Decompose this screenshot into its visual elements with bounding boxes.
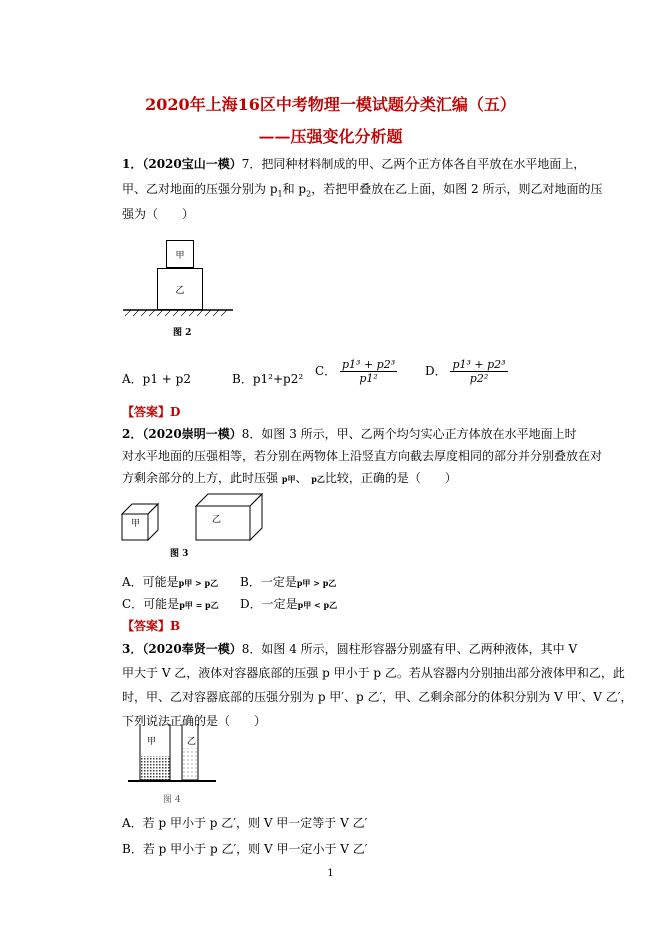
q1-option-a-text: p1 + p2 xyxy=(142,372,191,386)
q1-option-b-text: p1²+p2² xyxy=(252,372,304,386)
q1-sub2: 2 xyxy=(306,189,312,199)
q2-option-a-text: A．可能是 xyxy=(122,575,179,589)
q2-line1 xyxy=(122,425,577,442)
q3-tag: 3．（2020奉贤一模） xyxy=(122,642,242,656)
q1-option-d-fraction xyxy=(450,358,507,385)
document-subtitle: ——压强变化分析题 xyxy=(258,127,403,146)
q2-option-b-text: B．一定是 xyxy=(240,575,297,589)
fig4-liquid-yi xyxy=(182,748,198,780)
q1-option-d-denominator: p2² xyxy=(469,372,489,385)
q1-option-c-fraction xyxy=(340,358,397,385)
fig4-label-yi: 乙 xyxy=(187,737,197,747)
q2-option-b-relation: p甲 > p乙 xyxy=(296,578,337,588)
q1-option-d xyxy=(425,358,508,385)
q2-line2: 对水平地面的压强相等，若分别在两物体上沿竖直方向截去厚度相同的部分并分别叠放在对 xyxy=(122,449,603,463)
fig4-label-jia: 甲 xyxy=(147,737,157,747)
q3-option-a: A．若 p 甲小于 p 乙′，则 V 甲一定等于 V 乙′ xyxy=(122,816,368,830)
fig2-block-yi: 乙 xyxy=(157,268,203,310)
q2-tag: 2．（2020崇明一模） xyxy=(122,427,242,441)
q3-line4: 下列说法正确的是（ ） xyxy=(122,714,267,728)
page-number: 1 xyxy=(327,868,334,879)
q1-option-a xyxy=(122,370,191,387)
q1-text2c: 和 p xyxy=(282,182,307,196)
q2-option-a xyxy=(122,573,218,590)
fig4-caption: 图 4 xyxy=(163,795,181,805)
q2-answer: 【答案】B xyxy=(122,619,181,633)
q1-option-a-label: A． xyxy=(122,372,143,386)
q2-option-a-relation: p甲 > p乙 xyxy=(178,578,219,588)
q2-option-d xyxy=(240,595,337,612)
q1-option-d-numerator: p1³ + p2³ xyxy=(452,358,506,371)
figure-3 xyxy=(118,492,278,544)
fig2-caption: 图 2 xyxy=(173,328,192,338)
q3-line2: 甲大于 V 乙，液体对容器底部的压强 p 甲小于 p 乙。若从容器内分别抽出部分液体甲和乙，此 xyxy=(122,666,625,680)
figure-4 xyxy=(126,722,218,786)
fig4-liquid-jia xyxy=(140,756,170,780)
q1-option-c-denominator: p1² xyxy=(359,372,378,385)
q1-option-b-label: B． xyxy=(232,372,253,386)
q1-sub1: 1 xyxy=(277,189,283,199)
fig3-cube-yi-front xyxy=(196,506,250,540)
q2-option-d-text: D．一定是 xyxy=(240,597,298,611)
q1-line1 xyxy=(122,155,585,172)
q2-text3c: 比较，正确的是（ ） xyxy=(324,471,457,485)
fig3-label-jia: 甲 xyxy=(131,519,141,529)
q2-text3a: 方剩余部分的上方，此时压强 xyxy=(122,471,279,485)
q1-option-c xyxy=(315,358,397,385)
q3-line1 xyxy=(122,640,577,657)
q2-option-b xyxy=(240,573,336,590)
q2-text3b: 、 xyxy=(295,471,308,485)
q3-option-b: B．若 p 甲小于 p 乙′，则 V 甲一定小于 V 乙′ xyxy=(122,842,368,856)
q3-text1: 8．如图 4 所示，圆柱形容器分别盛有甲、乙两种液体，其中 V xyxy=(241,642,578,656)
q1-answer: 【答案】D xyxy=(122,405,181,419)
document-title: 2020年上海16区中考物理一模试题分类汇编（五） xyxy=(145,95,516,114)
fig3-caption: 图 3 xyxy=(170,549,189,559)
q1-option-b xyxy=(232,370,303,387)
q2-text1: 8．如图 3 所示，甲、乙两个均匀实心正方体放在水平地面上时 xyxy=(241,427,577,441)
q2-option-c-relation: p甲 = p乙 xyxy=(179,600,219,610)
fig2-block-jia: 甲 xyxy=(166,240,194,268)
q1-text1: 7．把同种材料制成的甲、乙两个正方体各自平放在水平地面上， xyxy=(241,157,586,171)
q2-line3 xyxy=(122,469,457,486)
q2-p-yi: p乙 xyxy=(311,474,325,484)
q1-option-d-label: D． xyxy=(425,364,447,378)
q2-option-c-text: C．可能是 xyxy=(122,597,180,611)
q1-tag: 1．（2020宝山一模） xyxy=(122,157,242,171)
q3-line3: 时，甲、乙对容器底部的压强分别为 p 甲′、p 乙′，甲、乙剩余部分的体积分别为 V 甲′、V 乙′， xyxy=(122,690,633,704)
q1-line3: 强为（ ） xyxy=(122,207,195,221)
fig2-ground xyxy=(123,309,233,317)
q1-text2e: ，若把甲叠放在乙上面，如图 2 所示，则乙对地面的压 xyxy=(311,182,603,196)
fig3-label-yi: 乙 xyxy=(212,515,222,525)
q1-option-c-numerator: p1³ + p2³ xyxy=(342,358,396,371)
q2-option-c xyxy=(122,595,219,612)
q2-p-jia: p甲 xyxy=(281,474,296,484)
q1-option-c-label: C． xyxy=(315,364,337,378)
q1-line2 xyxy=(122,180,602,198)
q1-text2a: 甲、乙对地面的压强分别为 p xyxy=(122,182,278,196)
q2-option-d-relation: p甲 < p乙 xyxy=(297,600,338,610)
